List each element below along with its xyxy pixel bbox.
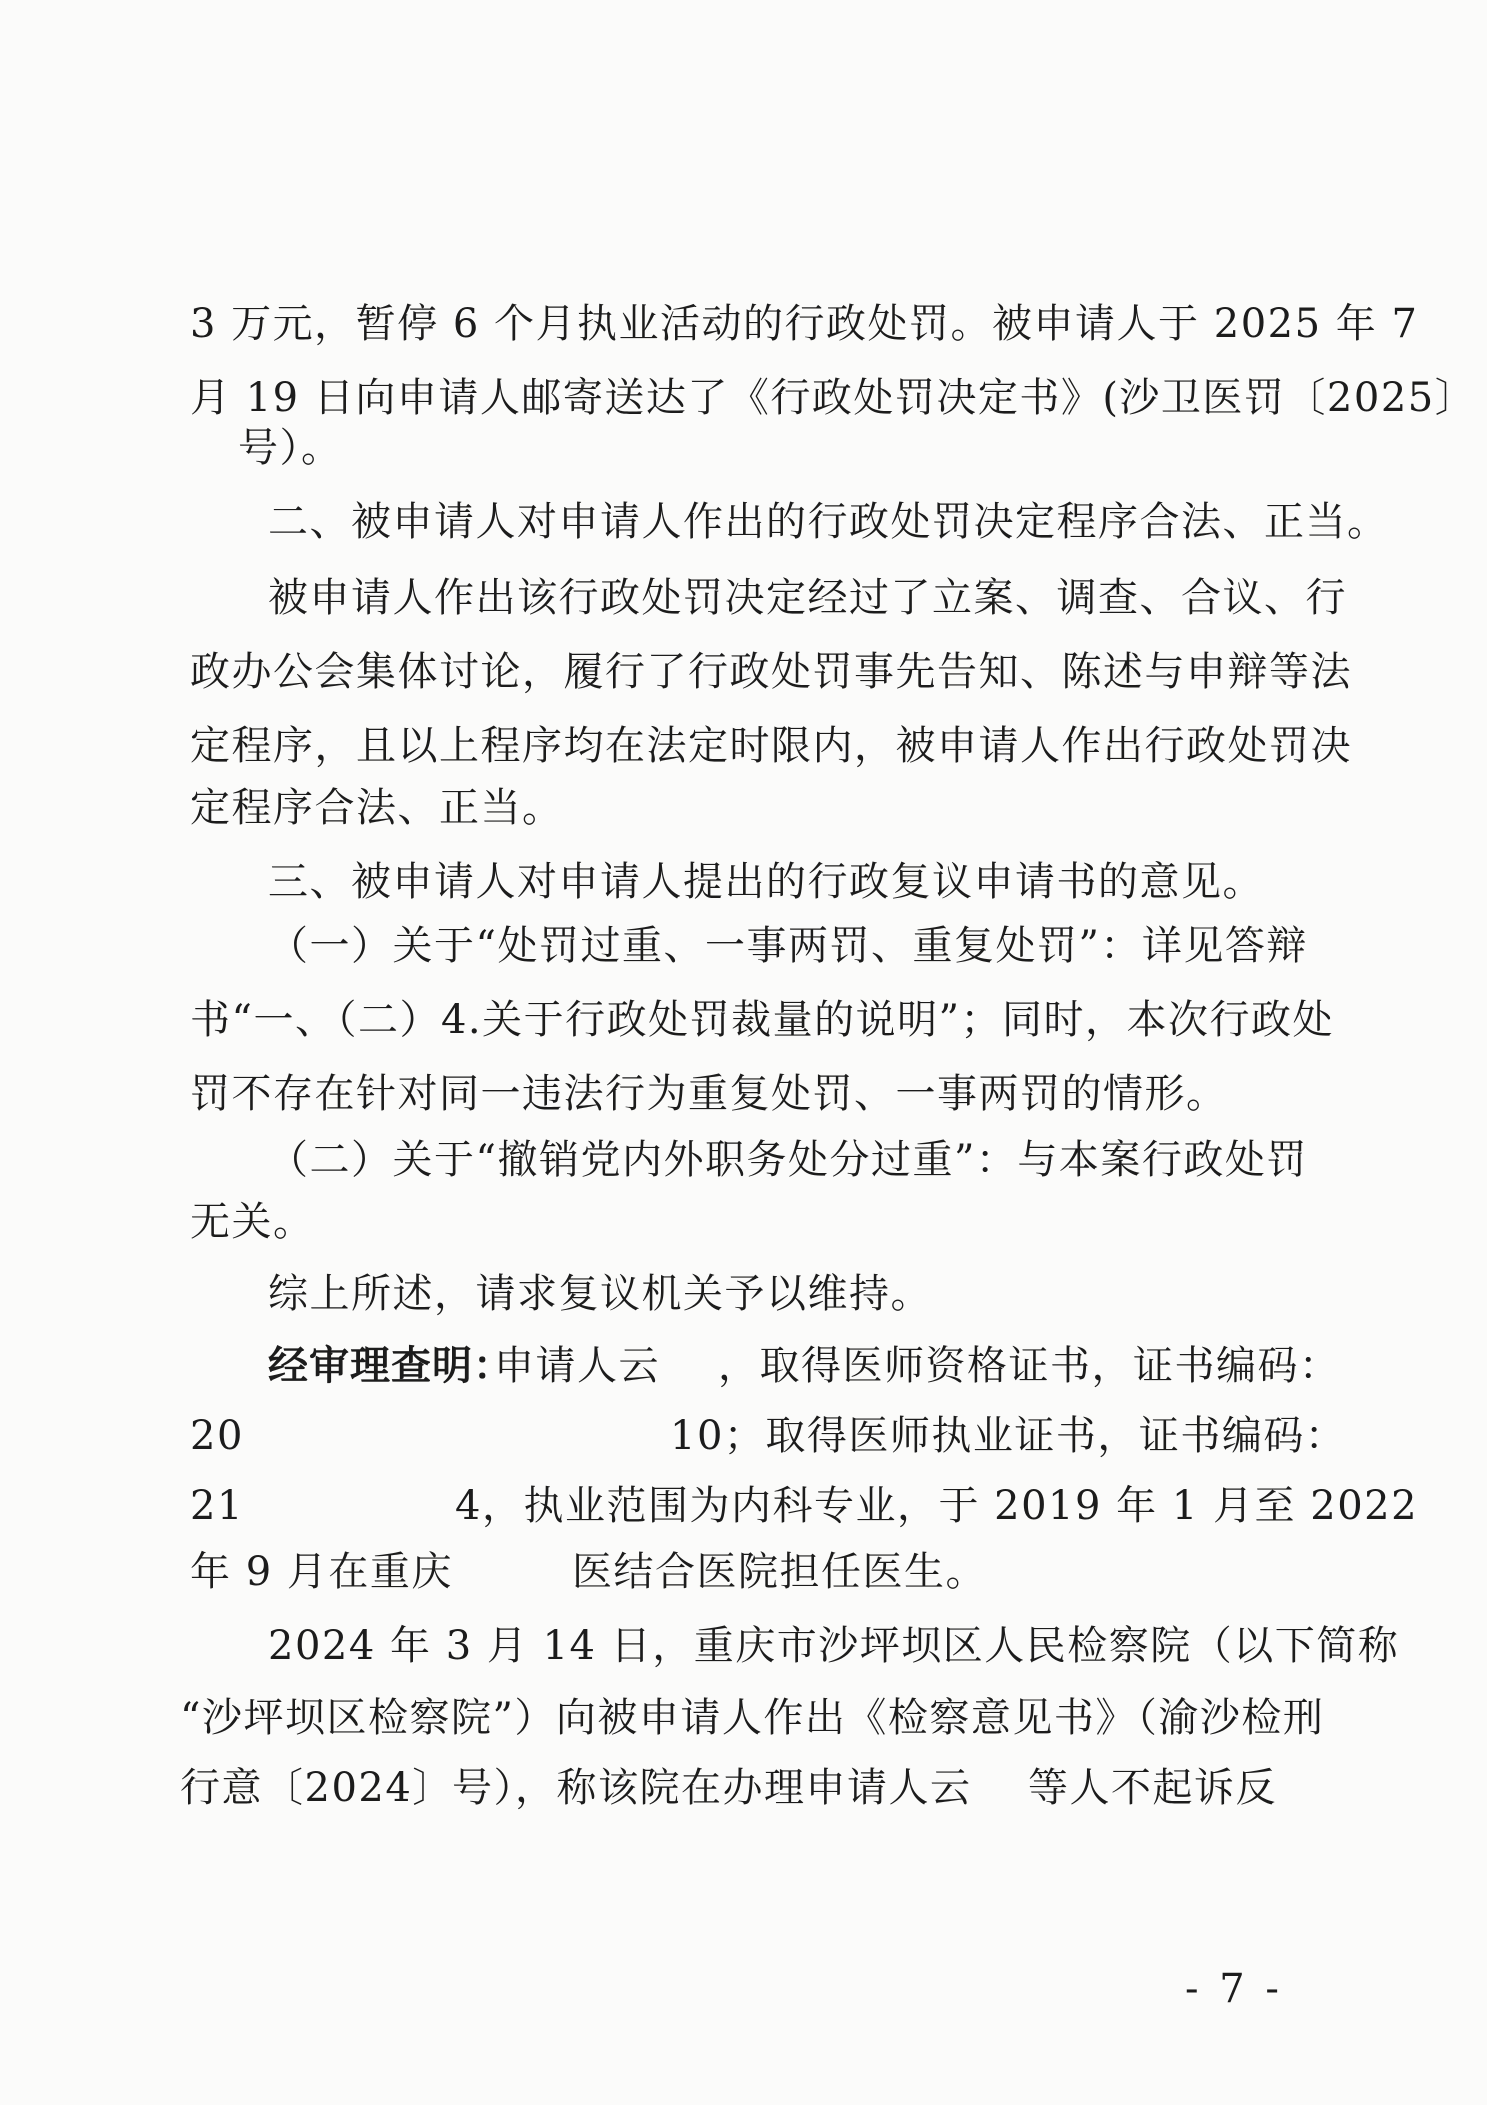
text-segment: 年 9 月在重庆 — [190, 1549, 453, 1595]
text-line: 无关。 — [190, 1199, 315, 1245]
text-line: 2024 年 3 月 14 日，重庆市沙坪坝区人民检察院（以下简称 — [268, 1623, 1400, 1669]
text-line: 月 19 日向申请人邮寄送达了《行政处罚决定书》(沙卫医罚〔2025〕 — [190, 375, 1477, 421]
text-segment: 20 — [190, 1413, 244, 1459]
text-segment: 医结合医院担任医生。 — [572, 1549, 987, 1595]
text-line: （一）关于“处罚过重、一事两罚、重复处罚”：详见答辩 — [268, 923, 1308, 969]
text-line: 定程序，且以上程序均在法定时限内，被申请人作出行政处罚决 — [190, 723, 1352, 769]
text-segment: 21 — [190, 1483, 244, 1529]
page-number: - 7 - — [1185, 1966, 1283, 2012]
text-segment: 10；取得医师执业证书，证书编码： — [670, 1413, 1347, 1459]
section-heading: 三、被申请人对申请人提出的行政复议申请书的意见。 — [268, 859, 1264, 905]
text-line: 被申请人作出该行政处罚决定经过了立案、调查、合议、行 — [268, 575, 1347, 621]
text-segment: ，取得医师资格证书，证书编码： — [718, 1343, 1341, 1389]
text-segment: 申请人云 — [494, 1343, 660, 1389]
text-line: “沙坪坝区检察院”）向被申请人作出《检察意见书》（渝沙检刑 — [180, 1695, 1325, 1741]
text-segment: 号），称该院在办理申请人云 — [452, 1765, 972, 1811]
text-segment: 4，执业范围为内科专业，于 2019 年 1 月至 2022 — [455, 1483, 1419, 1529]
text-line: 罚不存在针对同一违法行为重复处罚、一事两罚的情形。 — [190, 1071, 1228, 1117]
text-line: 政办公会集体讨论，履行了行政处罚事先告知、陈述与申辩等法 — [190, 649, 1352, 695]
text-segment: 行意〔2024〕 — [180, 1765, 454, 1811]
text-line: 号）。 — [238, 425, 343, 471]
text-line: 定程序合法、正当。 — [190, 785, 564, 831]
text-line: （二）关于“撤销党内外职务处分过重”：与本案行政处罚 — [268, 1137, 1308, 1183]
section-heading: 二、被申请人对申请人作出的行政处罚决定程序合法、正当。 — [268, 499, 1389, 545]
text-line: 3 万元，暂停 6 个月执业活动的行政处罚。被申请人于 2025 年 7 — [190, 301, 1419, 347]
text-segment: 等人不起诉反 — [1028, 1765, 1277, 1811]
text-line: 书“一、（二）4.关于行政处罚裁量的说明”；同时，本次行政处 — [190, 997, 1335, 1043]
finding-label: 经审理查明： — [268, 1343, 514, 1389]
text-line: 综上所述，请求复议机关予以维持。 — [268, 1271, 932, 1317]
